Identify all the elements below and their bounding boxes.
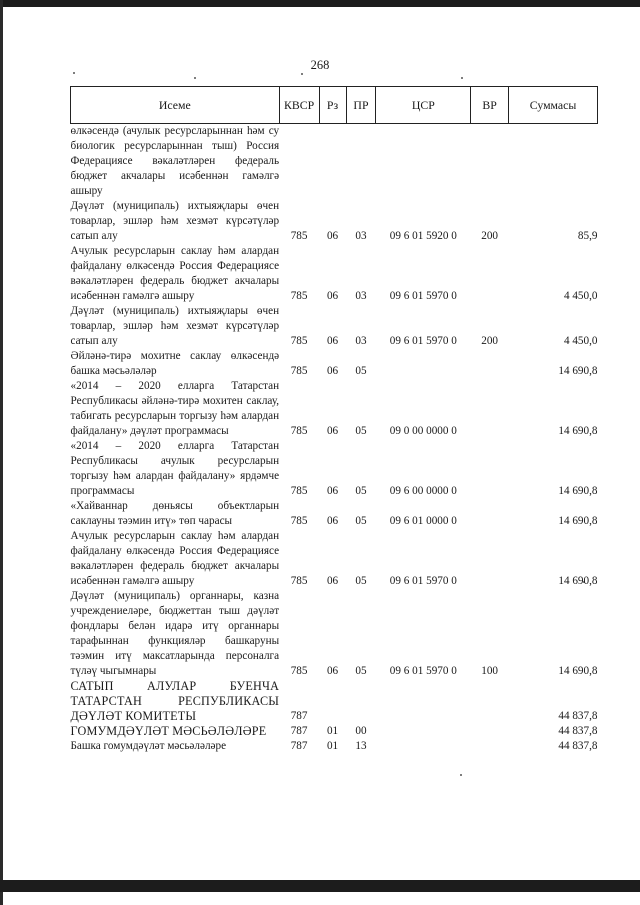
scan-speck <box>301 73 303 75</box>
row-vr <box>471 529 509 589</box>
row-amount: 14 690,8 <box>558 485 598 497</box>
table-row <box>71 304 598 349</box>
row-rz: 06 <box>326 515 339 527</box>
row-amount: 4 450,0 <box>563 335 598 347</box>
row-rz: 06 <box>326 485 339 497</box>
table-row <box>71 589 598 679</box>
row-amount: 14 690,8 <box>558 575 598 587</box>
row-amount: 44 837,8 <box>558 710 598 722</box>
row-csr: 09 6 01 5970 0 <box>389 665 457 677</box>
row-csr: 09 6 00 0000 0 <box>389 485 457 497</box>
row-vr <box>471 244 509 304</box>
row-pr: 05 <box>355 665 367 677</box>
row-pr: 05 <box>355 485 367 497</box>
table-row <box>71 379 598 439</box>
row-pr: 05 <box>355 365 367 377</box>
row-amount <box>509 124 598 200</box>
header-pr: ПР <box>346 87 376 124</box>
row-kvsr: 785 <box>290 485 308 497</box>
row-kvsr: 785 <box>290 335 308 347</box>
row-pr <box>346 679 376 724</box>
scan-speck <box>460 774 462 776</box>
row-pr: 03 <box>355 335 367 347</box>
table-row <box>71 529 598 589</box>
row-name: Башка гомумдәүләт мәсьәләләре <box>70 740 227 752</box>
row-pr: 13 <box>355 740 367 752</box>
row-amount: 14 690,8 <box>558 515 598 527</box>
header-name: Исеме <box>71 87 280 124</box>
header-rz: Рз <box>319 87 346 124</box>
table-row <box>71 244 598 304</box>
row-name: Дәүләт (муниципаль) ихтыяҗлары өчен товарлар, эшләр һәм хезмәт күрсәтүләр сатып алу <box>70 305 280 347</box>
row-vr <box>471 124 509 200</box>
row-csr: 09 6 01 5970 0 <box>389 290 457 302</box>
row-pr: 03 <box>355 230 367 242</box>
row-vr: 200 <box>481 335 499 347</box>
header-amount: Суммасы <box>509 87 598 124</box>
row-vr <box>471 439 509 499</box>
row-name: ГОМУМДӘҮЛӘТ МӘСЬӘЛӘЛӘРЕ <box>70 724 267 738</box>
row-rz: 06 <box>326 290 339 302</box>
row-name: Дәүләт (муниципаль) ихтыяҗлары өчен товарлар, эшләр һәм хезмәт күрсәтүләр сатып алу <box>70 200 280 242</box>
row-csr <box>376 349 471 379</box>
row-vr: 200 <box>481 230 499 242</box>
scan-speck <box>461 77 463 79</box>
row-rz: 06 <box>326 665 339 677</box>
row-rz: 06 <box>326 365 339 377</box>
row-pr: 05 <box>355 575 367 587</box>
table-header-row <box>71 87 598 124</box>
scan-border-top <box>0 0 640 7</box>
row-amount: 85,9 <box>577 230 598 242</box>
row-vr <box>471 379 509 439</box>
row-rz <box>319 124 346 200</box>
row-csr <box>376 124 471 200</box>
row-name: Дәүләт (муниципаль) органнары, казна учреждениеләре, бюджеттан тыш дәүләт фондлары белән идарә итү органнары тарафыннан функцияләр башкаруны тәэмин итү максатларында персоналга түләү чыгымнары <box>70 590 280 677</box>
scan-speck <box>194 77 196 79</box>
row-vr <box>471 724 509 739</box>
row-kvsr <box>279 124 319 200</box>
row-amount: 14 690,8 <box>558 425 598 437</box>
table-row <box>71 124 598 200</box>
row-amount: 44 837,8 <box>558 740 598 752</box>
row-name: өлкәсендә (ачулык ресурсларыннан һәм су биологик ресурсларыннан тыш) Россия Федерациясе вәкаләтләрен федераль бюджет акчалары исәбеннән гамәлгә ашыру <box>70 125 280 197</box>
row-csr <box>376 679 471 724</box>
row-kvsr: 785 <box>290 665 308 677</box>
row-pr: 03 <box>355 290 367 302</box>
row-pr: 00 <box>355 725 367 737</box>
row-rz: 06 <box>326 230 339 242</box>
scan-border-bottom <box>0 880 640 892</box>
row-rz <box>319 679 346 724</box>
header-vr: ВР <box>471 87 509 124</box>
row-amount: 14 690,8 <box>558 365 598 377</box>
table-row <box>71 199 598 244</box>
scan-border-left <box>0 0 3 905</box>
table-row <box>71 679 598 724</box>
row-name: Ачулык ресурсларын саклау һәм алардан файдалану өлкәсендә Россия Федерациясе вәкаләтләрен федераль бюджет акчалары исәбеннән гамәлгә ашыру <box>70 245 280 302</box>
row-vr <box>471 349 509 379</box>
table-row <box>71 499 598 529</box>
table-row <box>71 439 598 499</box>
scan-speck <box>73 72 75 74</box>
row-vr <box>471 739 509 754</box>
row-vr <box>471 679 509 724</box>
row-csr: 09 6 01 0000 0 <box>389 515 457 527</box>
row-kvsr: 787 <box>290 725 308 737</box>
header-csr: ЦСР <box>376 87 471 124</box>
row-rz: 01 <box>326 725 339 737</box>
table-row <box>71 739 598 754</box>
row-rz: 06 <box>326 335 339 347</box>
row-pr: 05 <box>355 515 367 527</box>
row-kvsr: 787 <box>290 740 308 752</box>
table-row <box>71 349 598 379</box>
row-csr: 09 0 00 0000 0 <box>389 425 457 437</box>
row-csr: 09 6 01 5920 0 <box>389 230 457 242</box>
row-csr: 09 6 01 5970 0 <box>389 575 457 587</box>
row-kvsr: 787 <box>290 710 308 722</box>
row-csr <box>376 724 471 739</box>
row-amount: 4 450,0 <box>563 290 598 302</box>
page-number: 268 <box>310 58 330 72</box>
row-name: «2014 – 2020 елларга Татарстан Республикасы ачулык ресурсларын торгызу һәм алардан файдалану» ярдәмче программасы <box>70 440 280 497</box>
row-kvsr: 785 <box>290 365 308 377</box>
row-rz: 06 <box>326 575 339 587</box>
row-name: «2014 – 2020 елларга Татарстан Республикасы әйләнә-тирә мохитен саклау, табигать ресурсларын торгызу һәм алардан файдалану» дәүләт программасы <box>70 380 280 437</box>
row-kvsr: 785 <box>290 290 308 302</box>
budget-table <box>70 86 598 754</box>
row-kvsr: 785 <box>290 230 308 242</box>
row-vr <box>471 499 509 529</box>
row-name: САТЫП АЛУЛАР БУЕНЧА ТАТАРСТАН РЕСПУБЛИКАСЫ ДӘҮЛӘТ КОМИТЕТЫ <box>70 679 280 723</box>
row-amount: 14 690,8 <box>558 665 598 677</box>
row-pr <box>346 124 376 200</box>
table-row <box>71 724 598 739</box>
row-vr: 100 <box>481 665 499 677</box>
header-kvsr: КВСР <box>279 87 319 124</box>
row-pr: 05 <box>355 425 367 437</box>
row-kvsr: 785 <box>290 575 308 587</box>
row-csr <box>376 739 471 754</box>
row-csr: 09 6 01 5970 0 <box>389 335 457 347</box>
row-name: Ачулык ресурсларын саклау һәм алардан файдалану өлкәсендә Россия Федерациясе вәкаләтләрен федераль бюджет акчалары исәбеннән гамәлгә ашыру <box>70 530 280 587</box>
row-name: Әйләнә-тирә мохитне саклау өлкәсендә башка мәсьәләләр <box>70 350 280 377</box>
row-kvsr: 785 <box>290 425 308 437</box>
row-rz: 06 <box>326 425 339 437</box>
row-name: «Хайваннар дөньясы объектларын саклауны тәэмин итү» төп чарасы <box>70 500 280 527</box>
row-kvsr: 785 <box>290 515 308 527</box>
row-rz: 01 <box>326 740 339 752</box>
row-amount: 44 837,8 <box>558 725 598 737</box>
